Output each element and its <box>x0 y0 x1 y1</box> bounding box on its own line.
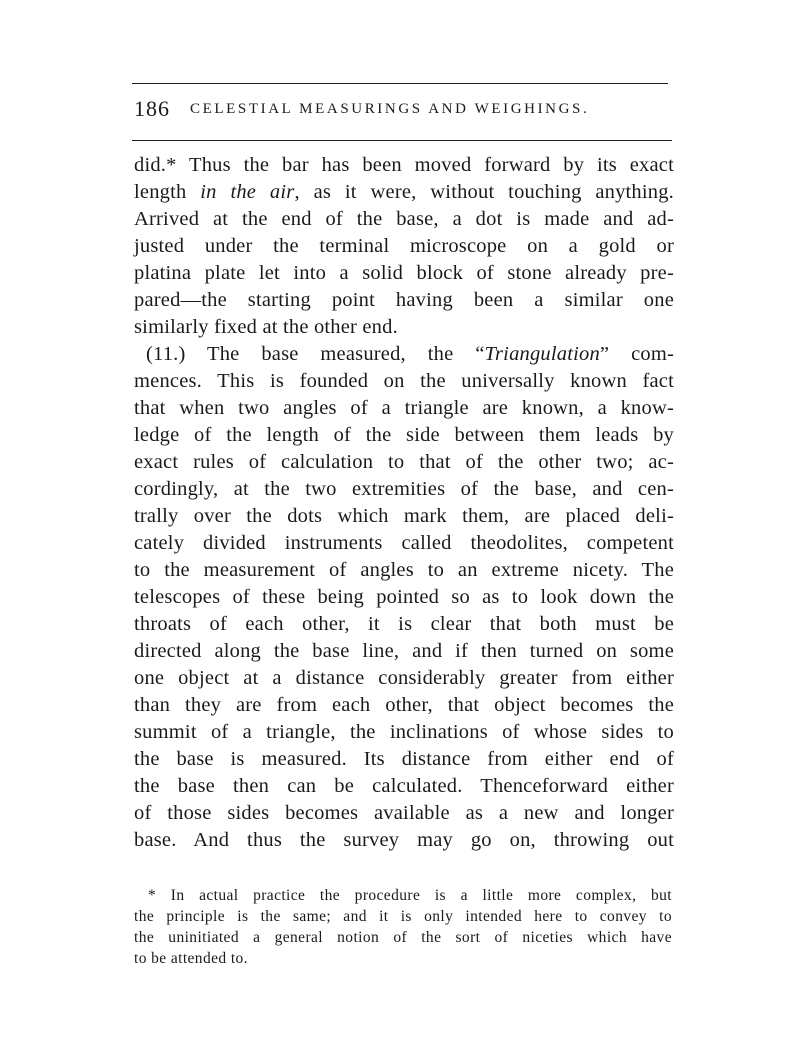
text-line-13: cordingly, at the two extremities of the base, and cen- <box>134 478 674 500</box>
text-line-14: trally over the dots which mark them, are placed deli- <box>134 505 674 527</box>
footnote-line-3: the uninitiated a general notion of the sort of niceties which have <box>134 929 672 946</box>
page-number: 186 <box>134 96 170 121</box>
italic-phrase-in-the-air: in the air <box>200 181 295 203</box>
text-line-16: to the measurement of angles to an extreme nicety. The <box>134 559 674 581</box>
italic-term-triangulation: Triangulation <box>484 343 600 365</box>
text-line-12: exact rules of calculation to that of the other two; ac- <box>134 451 674 473</box>
header-rule-top <box>132 83 668 84</box>
text-line-22: summit of a triangle, the inclinations of whose sides to <box>134 721 674 743</box>
text-line-21: than they are from each other, that object becomes the <box>134 694 674 716</box>
text-line-5: platina plate let into a solid block of stone already pre- <box>134 262 674 284</box>
text-line-7: similarly fixed at the other end. <box>134 316 398 338</box>
text-line-6: pared—the starting point having been a similar one <box>134 289 674 311</box>
text-line-20: one object at a distance considerably greater from either <box>134 667 674 689</box>
text-line-25: of those sides becomes available as a new and longer <box>134 802 674 824</box>
text-line-4: justed under the terminal microscope on a gold or <box>134 235 674 257</box>
running-head: CELESTIAL MEASURINGS AND WEIGHINGS. <box>190 101 590 117</box>
header-rule-bottom <box>132 140 672 141</box>
text-line-9: mences. This is founded on the universally known fact <box>134 370 674 392</box>
text-line-15: cately divided instruments called theodolites, competent <box>134 532 674 554</box>
text-line-23: the base is measured. Its distance from either end of <box>134 748 674 770</box>
text-line-26: base. And thus the survey may go on, throwing out <box>134 829 674 851</box>
text-line-3: Arrived at the end of the base, a dot is made and ad- <box>134 208 674 230</box>
text-line-1: did.* Thus the bar has been moved forward by its exact <box>134 154 674 176</box>
footnote <box>134 885 672 969</box>
footnote-line-1: * In actual practice the procedure is a little more complex, but <box>148 887 672 904</box>
footnote-line-4: to be attended to. <box>134 950 248 967</box>
text-line-17: telescopes of these being pointed so as to look down the <box>134 586 674 608</box>
footnote-line-2: the principle is the same; and it is only intended here to convey to <box>134 908 672 925</box>
body-text <box>134 152 674 854</box>
text-line-10: that when two angles of a triangle are known, a know- <box>134 397 674 419</box>
text-line-2: length in the air, as it were, without touching anything. <box>134 181 675 203</box>
text-line-19: directed along the base line, and if then turned on some <box>134 640 674 662</box>
text-line-18: throats of each other, it is clear that both must be <box>134 613 674 635</box>
running-header <box>134 96 668 128</box>
text-line-11: ledge of the length of the side between them leads by <box>134 424 674 446</box>
text-line-24: the base then can be calculated. Thenceforward either <box>134 775 674 797</box>
text-line-8: (11.) The base measured, the “Triangulation” com- <box>146 343 674 365</box>
